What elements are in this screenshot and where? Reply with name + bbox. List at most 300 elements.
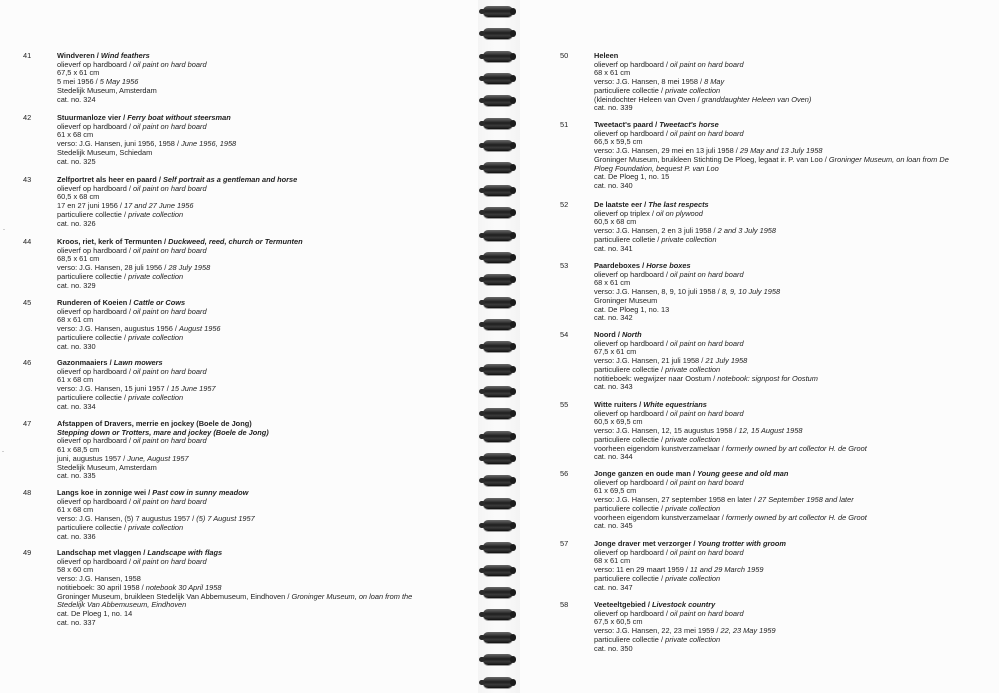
entry-detail-line: Groninger Museum, bruikleen Stichting De Ploeg, legaat ir. P. van Loo / Groninger Museum, on loan from De: [594, 154, 949, 164]
entry-detail-line: particuliere collectie / private collection: [594, 85, 721, 95]
detail-english: oil paint on hard board: [133, 59, 207, 69]
title-english: Ferry boat without steersman: [127, 113, 231, 122]
detail-dutch: juni, augustus 1957: [57, 453, 122, 463]
entry-detail-line: [57, 533, 255, 542]
detail-english: private collection: [665, 85, 721, 95]
detail-english: 22, 23 May 1959: [720, 626, 776, 636]
detail-dutch: particuliere colletie: [594, 234, 656, 244]
detail-dutch: cat. no. 337: [57, 617, 96, 627]
entry-detail-line: [594, 314, 780, 323]
detail-dutch: particuliere collectie: [57, 332, 122, 342]
detail-english: 12, 15 August 1958: [738, 426, 803, 436]
entry-detail-line: particuliere collectie / private collection: [57, 209, 184, 219]
entry-number: 53: [560, 261, 569, 270]
binding-ring: [483, 632, 513, 643]
detail-dutch: verso: J.G. Hansen, 8, 9, 10 juli 1958: [594, 287, 716, 297]
title-dutch: Langs koe in zonnige wei: [57, 488, 147, 497]
entry-title: Stuurmanloze vier / Ferry boat without steersman: [57, 113, 231, 122]
entry-detail-line: olieverf op hardboard / oil paint on hard board: [594, 547, 744, 557]
detail-dutch: verso: 11 en 29 maart 1959: [594, 565, 684, 575]
detail-english: June 1956, 1958: [181, 139, 237, 149]
detail-english: notebook 30 April 1958: [145, 582, 222, 592]
title-dutch: Jonge ganzen en oude man: [594, 469, 691, 478]
detail-english: private collection: [665, 503, 721, 513]
detail-dutch: cat. no. 334: [57, 401, 96, 411]
entry-detail-line: [57, 158, 236, 167]
binding-ring: [483, 297, 513, 308]
detail-dutch: 68 x 61 cm: [594, 556, 631, 566]
detail-dutch: Groninger Museum, bruikleen Stichting De Ploeg, legaat ir. P. van Loo: [594, 154, 823, 164]
detail-dutch: cat. no. 326: [57, 218, 96, 228]
detail-dutch: olieverf op triplex: [594, 208, 650, 218]
title-dutch: Gazonmaaiers: [57, 358, 108, 367]
entry-detail-line: [57, 220, 297, 229]
title-dutch: Runderen of Koeien: [57, 298, 128, 307]
binding-ring: [483, 587, 513, 598]
detail-dutch: 61 x 68 cm: [57, 375, 94, 385]
title-english: Stepping down or Trotters, mare and jockey (Boele de Jong): [57, 427, 269, 437]
binding-ring: [483, 520, 513, 531]
detail-dutch: 17 en 27 juni 1956: [57, 201, 118, 211]
entry-title: Tweetact's paard / Tweetact's horse: [594, 120, 719, 129]
title-english: Horse boxes: [646, 261, 691, 270]
detail-dutch: 67,5 x 60,5 cm: [594, 617, 643, 627]
detail-dutch: verso: J.G. Hansen, juni 1956, 1958: [57, 139, 175, 149]
binding-ring: [483, 542, 513, 553]
title-dutch: Kroos, riet, kerk of Termunten: [57, 237, 162, 246]
entry-number: 48: [23, 488, 32, 497]
entry-title: Gazonmaaiers / Lawn mowers: [57, 358, 163, 367]
detail-dutch: Groninger Museum, bruikleen Stedelijk Van Abbemuseum, Eindhoven: [57, 591, 286, 601]
detail-dutch: particuliere collectie: [594, 573, 659, 583]
title-english: Young trotter with groom: [697, 539, 786, 548]
entry-detail-line: notitieboek: 30 april 1958 / notebook 30 April 1958: [57, 582, 222, 592]
detail-dutch: 60,5 x 69,5 cm: [594, 417, 643, 427]
binding-ring: [483, 51, 513, 62]
detail-english: oil paint on hard board: [670, 338, 744, 348]
binding-ring: [483, 565, 513, 576]
entry-detail-line: juni, augustus 1957 / June, August 1957: [57, 453, 189, 463]
detail-english: formerly owned by art collector H. de Groot: [725, 443, 867, 453]
detail-dutch: olieverf op hardboard: [57, 121, 127, 131]
detail-english: private collection: [128, 271, 184, 281]
detail-dutch: cat. no. 344: [594, 452, 633, 462]
detail-dutch: 68 x 61 cm: [57, 315, 94, 325]
entry-detail-line: [594, 645, 776, 654]
entry-title: Zelfportret als heer en paard / Self portrait as a gentleman and horse: [57, 175, 298, 184]
binding-ring: [483, 475, 513, 486]
detail-dutch: particuliere collectie: [57, 392, 122, 402]
entry-number: 55: [560, 400, 569, 409]
entry-detail-line: 5 mei 1956 / 5 May 1956: [57, 77, 139, 87]
detail-english: 27 September 1958 and later: [757, 495, 854, 505]
detail-dutch: 67,5 x 61 cm: [594, 347, 637, 357]
detail-english: August 1956: [179, 324, 221, 334]
detail-english: 15 June 1957: [170, 384, 216, 394]
title-dutch: Paardeboxes: [594, 261, 641, 270]
detail-dutch: 61 x 69,5 cm: [594, 486, 637, 496]
detail-dutch: cat. no. 341: [594, 243, 633, 253]
entry-detail-line: particuliere collectie / private collection: [594, 573, 721, 583]
entry-detail-line: olieverf op hardboard / oil paint on hard board: [57, 59, 207, 69]
entry-number: 46: [23, 358, 32, 367]
detail-english: oil paint on hard board: [133, 121, 207, 131]
detail-dutch: cat. no. 335: [57, 471, 96, 481]
entry-title: Windveren / Wind feathers: [57, 51, 150, 60]
entry-detail-line: olieverf op hardboard / oil paint on hard board: [594, 59, 744, 69]
entry-detail-line: particuliere collectie / private collection: [594, 364, 721, 374]
entry-detail-line: (kleindochter Heleen van Oven / granddaughter Heleen van Oven): [594, 94, 812, 104]
entry-detail-line: voorheen eigendom kunstverzamelaar / formerly owned by art collector H. de Groot: [594, 443, 867, 453]
detail-dutch: cat. no. 339: [594, 103, 633, 113]
scan-mark: [3, 229, 5, 230]
entry-body: [57, 359, 216, 411]
entry-detail-line: [57, 343, 221, 352]
title-dutch: Tweetact's paard: [594, 120, 654, 129]
entry-number: 52: [560, 200, 569, 209]
detail-english: (5) 7 August 1957: [196, 514, 255, 524]
entry-body: [594, 121, 949, 191]
binding-ring: [483, 230, 513, 241]
title-dutch: Jonge draver met verzorger: [594, 539, 692, 548]
title-english: Cattle or Cows: [133, 298, 186, 307]
detail-english: oil on plywood: [656, 208, 703, 218]
entry-detail-line: verso: J.G. Hansen, 15 juni 1957 / 15 June 1957: [57, 384, 216, 394]
detail-dutch: particuliere collectie: [57, 209, 122, 219]
detail-dutch: olieverf op hardboard: [594, 408, 664, 418]
entry-body: [57, 238, 303, 290]
detail-dutch: olieverf op hardboard: [57, 496, 127, 506]
detail-english: Ploeg Foundation, bequest P. van Loo: [594, 163, 719, 173]
binding-ring: [483, 431, 513, 442]
entry-title: Paardeboxes / Horse boxes: [594, 261, 691, 270]
binding-ring: [483, 95, 513, 106]
detail-dutch: 60,5 x 68 cm: [594, 217, 637, 227]
detail-dutch: verso: J.G. Hansen, 12, 15 augustus 1958: [594, 426, 733, 436]
entry-body: [594, 601, 776, 653]
entry-title: Noord / North: [594, 330, 642, 339]
detail-english: oil paint on hard board: [670, 408, 744, 418]
title-dutch: Landschap met vlaggen: [57, 548, 142, 557]
detail-dutch: verso: J.G. Hansen, 27 september 1958 en later: [594, 495, 752, 505]
detail-english: private collection: [661, 234, 717, 244]
binding-ring: [483, 386, 513, 397]
detail-dutch: particuliere collectie: [594, 634, 659, 644]
entry-detail-line: particuliere collectie / private collection: [594, 434, 721, 444]
detail-english: oil paint on hard board: [670, 547, 744, 557]
detail-english: private collection: [128, 392, 184, 402]
entry-title: Kroos, riet, kerk of Termunten / Duckweed, reed, church or Termunten: [57, 237, 303, 246]
title-english: Duckweed, reed, church or Termunten: [168, 237, 303, 246]
entry-detail-line: [57, 472, 269, 481]
entry-detail-line: verso: J.G. Hansen, 12, 15 augustus 1958 / 12, 15 August 1958: [594, 426, 803, 436]
entry-detail-line: olieverf op hardboard / oil paint on hard board: [594, 338, 744, 348]
binding-ring: [483, 609, 513, 620]
title-dutch: Stuurmanloze vier: [57, 113, 122, 122]
binding-ring: [483, 498, 513, 509]
entry-detail-line: olieverf op hardboard / oil paint on hard board: [57, 496, 207, 506]
entry-body: [594, 52, 811, 113]
detail-english: Stedelijk Van Abbemuseum, Eindhoven: [57, 600, 187, 610]
detail-dutch: verso: J.G. Hansen, 1958: [57, 574, 141, 584]
detail-dutch: particuliere collectie: [57, 271, 122, 281]
title-english: Self portrait as a gentleman and horse: [162, 175, 298, 184]
entry-detail-line: [57, 282, 303, 291]
detail-english: oil paint on hard board: [133, 245, 207, 255]
entry-detail-line: olieverf op hardboard / oil paint on hard board: [594, 128, 744, 138]
detail-dutch: cat. no. 330: [57, 341, 96, 351]
binding-ring: [483, 408, 513, 419]
binding-ring: [483, 118, 513, 129]
entry-number: 58: [560, 600, 569, 609]
detail-english: formerly owned by art collector H. de Groot: [725, 512, 867, 522]
detail-english: oil paint on hard board: [133, 556, 207, 566]
entry-number: 43: [23, 175, 32, 184]
detail-dutch: olieverf op hardboard: [594, 269, 664, 279]
entry-title: Jonge draver met verzorger / Young trotter with groom: [594, 539, 786, 548]
detail-dutch: cat. no. 325: [57, 156, 96, 166]
entry-detail-line: verso: J.G. Hansen, 21 juli 1958 / 21 July 1958: [594, 356, 748, 366]
detail-dutch: Stedelijk Museum, Schiedam: [57, 147, 153, 157]
detail-dutch: 68 x 61 cm: [594, 68, 631, 78]
entry-number: 47: [23, 419, 32, 428]
detail-english: oil paint on hard board: [670, 59, 744, 69]
detail-dutch: particuliere collectie: [594, 364, 659, 374]
entry-number: 42: [23, 113, 32, 122]
entry-number: 51: [560, 120, 569, 129]
entry-detail-line: olieverf op hardboard / oil paint on hard board: [57, 366, 207, 376]
detail-dutch: cat. no. 345: [594, 521, 633, 531]
entry-detail-line: olieverf op hardboard / oil paint on hard board: [594, 608, 744, 618]
detail-dutch: olieverf op hardboard: [594, 128, 664, 138]
entry-detail-line: olieverf op hardboard / oil paint on hard board: [594, 269, 744, 279]
detail-dutch: verso: J.G. Hansen, 2 en 3 juli 1958: [594, 226, 712, 236]
detail-dutch: (kleindochter Heleen van Oven: [594, 94, 696, 104]
detail-dutch: 5 mei 1956: [57, 77, 94, 87]
detail-dutch: cat. no. 336: [57, 531, 96, 541]
title-english: The last respects: [648, 200, 709, 209]
detail-english: 11 and 29 March 1959: [690, 565, 764, 575]
detail-dutch: 68 x 61 cm: [594, 278, 631, 288]
entry-body: [57, 299, 221, 351]
detail-dutch: cat. De Ploeg 1, no. 15: [594, 172, 670, 182]
detail-dutch: cat. De Ploeg 1, no. 14: [57, 608, 133, 618]
detail-dutch: particuliere collectie: [594, 434, 659, 444]
entry-detail-line: olieverf op hardboard / oil paint on hard board: [594, 408, 744, 418]
entry-title: Langs koe in zonnige wei / Past cow in sunny meadow: [57, 488, 249, 497]
detail-dutch: verso: J.G. Hansen, 22, 23 mei 1959: [594, 626, 715, 636]
detail-english: 2 and 3 July 1958: [717, 226, 777, 236]
entry-detail-line: [594, 453, 867, 462]
binding-ring: [483, 341, 513, 352]
binding-ring: [483, 274, 513, 285]
entry-detail-line: verso: J.G. Hansen, 8, 9, 10 juli 1958 / 8, 9, 10 July 1958: [594, 287, 781, 297]
detail-dutch: verso: J.G. Hansen, 8 mei 1958: [594, 77, 698, 87]
entry-detail-line: particuliere collectie / private collection: [57, 271, 184, 281]
entry-number: 57: [560, 539, 569, 548]
detail-dutch: voorheen eigendom kunstverzamelaar: [594, 443, 720, 453]
binding-ring: [483, 207, 513, 218]
title-english: Wind feathers: [100, 51, 150, 60]
entry-detail-line: verso: J.G. Hansen, 27 september 1958 en later / 27 September 1958 and later: [594, 495, 854, 505]
entry-detail-line: [594, 584, 786, 593]
detail-dutch: cat. no. 324: [57, 94, 96, 104]
entry-detail-line: particuliere collectie / private collection: [57, 332, 184, 342]
entry-detail-line: olieverf op hardboard / oil paint on hard board: [57, 556, 207, 566]
detail-english: June, August 1957: [127, 453, 189, 463]
detail-english: private collection: [665, 573, 721, 583]
detail-dutch: notitieboek: 30 april 1958: [57, 582, 140, 592]
title-english: Livestock country: [651, 600, 716, 609]
entry-body: [594, 262, 780, 323]
entry-title: Runderen of Koeien / Cattle or Cows: [57, 298, 186, 307]
entry-detail-line: olieverf op hardboard / oil paint on hard board: [57, 121, 207, 131]
entry-number: 49: [23, 548, 32, 557]
entry-title: Witte ruiters / White equestrians: [594, 400, 707, 409]
detail-english: oil paint on hard board: [670, 477, 744, 487]
entry-title: De laatste eer / The last respects: [594, 200, 709, 209]
entry-number: 56: [560, 469, 569, 478]
title-dutch: Witte ruiters: [594, 400, 638, 409]
entry-detail-line: verso: J.G. Hansen, (5) 7 augustus 1957 / (5) 7 August 1957: [57, 514, 255, 524]
entry-detail-line: voorheen eigendom kunstverzamelaar / formerly owned by art collector H. de Groot: [594, 512, 867, 522]
detail-dutch: Stedelijk Museum, Amsterdam: [57, 462, 157, 472]
detail-dutch: 61 x 68,5 cm: [57, 445, 100, 455]
detail-dutch: particuliere collectie: [594, 85, 659, 95]
title-english: White equestrians: [643, 400, 707, 409]
title-dutch: Afstappen of Dravers, merrie en jockey (Boele de Jong): [57, 419, 252, 428]
detail-english: Groninger Museum, on loan from De: [828, 154, 949, 164]
detail-english: private collection: [665, 434, 721, 444]
detail-dutch: Groninger Museum: [594, 295, 658, 305]
title-english: Young geese and old man: [697, 469, 789, 478]
detail-english: notebook: signpost for Oostum: [717, 373, 818, 383]
entry-title: Veeteeltgebied / Livestock country: [594, 600, 716, 609]
title-english: Tweetact's horse: [659, 120, 719, 129]
entry-detail-line: olieverf op hardboard / oil paint on hard board: [57, 436, 207, 446]
title-dutch: Heleen: [594, 51, 619, 60]
entry-body: [57, 52, 207, 104]
detail-english: oil paint on hard board: [133, 366, 207, 376]
detail-dutch: Stedelijk Museum, Amsterdam: [57, 85, 157, 95]
binding-ring: [483, 28, 513, 39]
entry-detail-line: particuliere collectie / private collection: [57, 392, 184, 402]
detail-dutch: olieverf op hardboard: [57, 556, 127, 566]
entry-detail-line: verso: J.G. Hansen, augustus 1956 / August 1956: [57, 324, 221, 334]
detail-english: 8 May: [704, 77, 725, 87]
entry-detail-line: verso: J.G. Hansen, juni 1956, 1958 / June 1956, 1958: [57, 139, 237, 149]
detail-dutch: olieverf op hardboard: [594, 59, 664, 69]
detail-dutch: olieverf op hardboard: [57, 366, 127, 376]
entry-body: [57, 176, 297, 228]
entry-detail-line: olieverf op hardboard / oil paint on hard board: [594, 477, 744, 487]
detail-dutch: olieverf op hardboard: [57, 306, 127, 316]
detail-english: private collection: [128, 522, 184, 532]
title-english: North: [621, 330, 642, 339]
detail-dutch: cat. no. 329: [57, 280, 96, 290]
entry-detail-line: verso: J.G. Hansen, 29 mei en 13 juli 1958 / 29 May and 13 July 1958: [594, 146, 823, 156]
entry-detail-line: olieverf op hardboard / oil paint on hard board: [57, 306, 207, 316]
detail-dutch: olieverf op hardboard: [57, 436, 127, 446]
entry-detail-line: Groninger Museum, bruikleen Stedelijk Van Abbemuseum, Eindhoven / Groninger Museum, on loan from the: [57, 591, 413, 601]
binding-ring: [483, 364, 513, 375]
entry-detail-line: [57, 403, 216, 412]
detail-dutch: olieverf op hardboard: [57, 183, 127, 193]
detail-dutch: olieverf op hardboard: [594, 547, 664, 557]
detail-english: oil paint on hard board: [133, 496, 207, 506]
entry-body: [594, 201, 776, 253]
binding-ring: [483, 162, 513, 173]
title-dutch: De laatste eer: [594, 200, 643, 209]
entry-detail-line: [594, 104, 811, 113]
entry-number: 44: [23, 237, 32, 246]
detail-english: oil paint on hard board: [133, 436, 207, 446]
entry-detail-line: particuliere collectie / private collection: [57, 522, 184, 532]
detail-english: 5 May 1956: [99, 77, 139, 87]
detail-dutch: cat. no. 347: [594, 582, 633, 592]
title-english: Landscape with flags: [147, 548, 223, 557]
detail-dutch: 68,5 x 61 cm: [57, 254, 100, 264]
detail-dutch: notitieboek: wegwijzer naar Oostum: [594, 373, 712, 383]
detail-dutch: olieverf op hardboard: [594, 608, 664, 618]
entry-detail-line: verso: J.G. Hansen, 2 en 3 juli 1958 / 2 and 3 July 1958: [594, 226, 777, 236]
entry-detail-line: olieverf op hardboard / oil paint on hard board: [57, 245, 207, 255]
entry-body: [594, 540, 786, 592]
entry-detail-line: particuliere collectie / private collection: [594, 503, 721, 513]
binding-ring: [483, 677, 513, 688]
entry-detail-line: [594, 522, 867, 531]
entry-body: [594, 470, 867, 531]
entry-detail-line: particuliere collectie / private collection: [594, 634, 721, 644]
title-english: Past cow in sunny meadow: [152, 488, 249, 497]
binding-ring: [483, 453, 513, 464]
entry-body: [57, 114, 236, 166]
binding-ring: [483, 73, 513, 84]
detail-dutch: 67,5 x 61 cm: [57, 68, 100, 78]
entry-detail-line: [57, 610, 412, 619]
title-dutch: Noord: [594, 330, 616, 339]
detail-dutch: olieverf op hardboard: [57, 245, 127, 255]
detail-dutch: particuliere collectie: [594, 503, 659, 513]
detail-dutch: cat. no. 343: [594, 382, 633, 392]
entry-body: [57, 420, 269, 481]
detail-dutch: 66,5 x 59,5 cm: [594, 137, 643, 147]
detail-dutch: olieverf op hardboard: [594, 477, 664, 487]
binding-ring: [483, 654, 513, 665]
entry-detail-line: olieverf op hardboard / oil paint on hard board: [57, 183, 207, 193]
detail-dutch: verso: J.G. Hansen, 21 juli 1958: [594, 356, 700, 366]
entry-detail-line: olieverf op triplex / oil on plywood: [594, 208, 703, 218]
detail-dutch: verso: J.G. Hansen, 29 mei en 13 juli 1958: [594, 146, 734, 156]
detail-dutch: verso: J.G. Hansen, 28 juli 1956: [57, 263, 163, 273]
binding-ring: [483, 185, 513, 196]
entry-title: Jonge ganzen en oude man / Young geese and old man: [594, 469, 789, 478]
entry-number: 50: [560, 51, 569, 60]
detail-dutch: cat. no. 342: [594, 313, 633, 323]
title-dutch: Veeteeltgebied: [594, 600, 646, 609]
detail-english: 8, 9, 10 July 1958: [721, 287, 781, 297]
entry-detail-line: [594, 182, 949, 191]
detail-dutch: particuliere collectie: [57, 522, 122, 532]
binding-ring: [483, 319, 513, 330]
title-dutch: Windveren: [57, 51, 95, 60]
binding-ring: [483, 252, 513, 263]
detail-dutch: 61 x 68 cm: [57, 130, 94, 140]
detail-english: oil paint on hard board: [670, 608, 744, 618]
binding-ring: [483, 140, 513, 151]
detail-dutch: 58 x 60 cm: [57, 565, 94, 575]
detail-dutch: verso: J.G. Hansen, augustus 1956: [57, 324, 173, 334]
